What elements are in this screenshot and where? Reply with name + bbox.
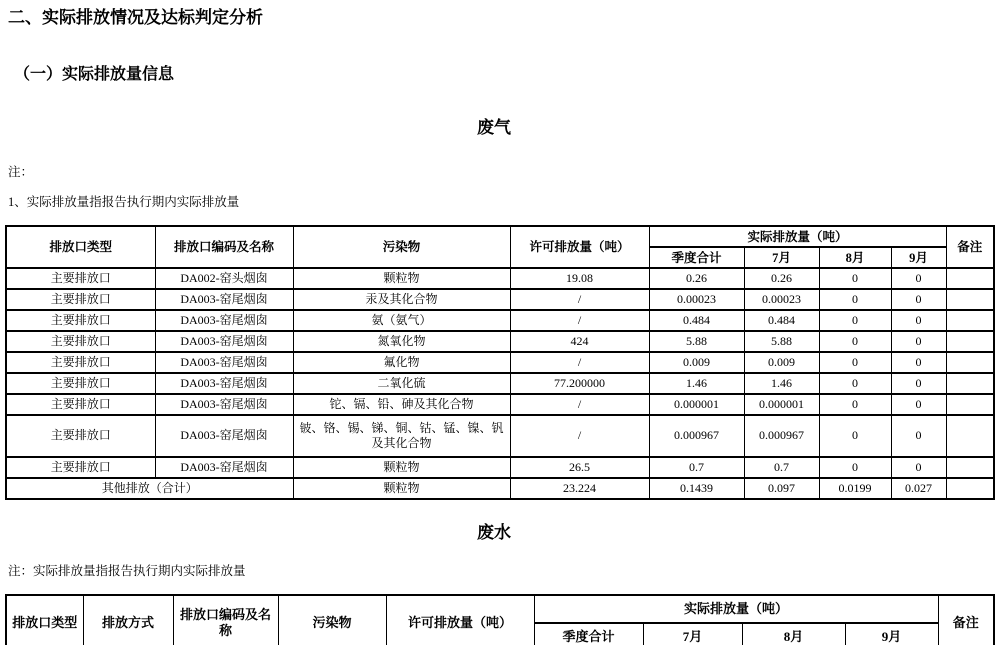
quarter-total-cell: 0.7 xyxy=(649,457,744,478)
permitted-cell: 424 xyxy=(510,331,649,352)
permitted-cell: / xyxy=(510,415,649,457)
pollutant-cell: 颗粒物 xyxy=(293,478,510,499)
water-col-pollutant: 污染物 xyxy=(278,595,386,645)
aug-cell: 0 xyxy=(819,394,891,415)
aug-cell: 0 xyxy=(819,268,891,289)
sep-cell: 0 xyxy=(891,457,946,478)
outlet-code-cell: DA003-窑尾烟囱 xyxy=(155,394,293,415)
quarter-total-cell: 0.26 xyxy=(649,268,744,289)
aug-cell: 0 xyxy=(819,331,891,352)
aug-cell: 0 xyxy=(819,373,891,394)
outlet-type-cell: 主要排放口 xyxy=(6,310,155,331)
remark-cell xyxy=(946,268,994,289)
water-col-remark: 备注 xyxy=(938,595,994,645)
jul-cell: 0.484 xyxy=(744,310,819,331)
gas-col-pollutant: 污染物 xyxy=(293,226,510,268)
sep-cell: 0 xyxy=(891,373,946,394)
gas-col-outlet-code-name: 排放口编码及名称 xyxy=(155,226,293,268)
table-row xyxy=(6,478,994,499)
sep-cell: 0 xyxy=(891,352,946,373)
table-row xyxy=(6,373,994,394)
permitted-cell: / xyxy=(510,289,649,310)
aug-cell: 0 xyxy=(819,415,891,457)
gas-emission-table xyxy=(5,225,995,500)
table-row xyxy=(6,268,994,289)
remark-cell xyxy=(946,352,994,373)
pollutant-cell: 氟化物 xyxy=(293,352,510,373)
jul-cell: 1.46 xyxy=(744,373,819,394)
pollutant-cell: 氮氧化物 xyxy=(293,331,510,352)
jul-cell: 0.097 xyxy=(744,478,819,499)
outlet-code-cell: DA003-窑尾烟囱 xyxy=(155,310,293,331)
sep-cell: 0.027 xyxy=(891,478,946,499)
water-col-discharge-mode: 排放方式 xyxy=(83,595,173,645)
pollutant-cell: 二氧化硫 xyxy=(293,373,510,394)
outlet-type-cell: 主要排放口 xyxy=(6,415,155,457)
outlet-code-cell: DA003-窑尾烟囱 xyxy=(155,352,293,373)
quarter-total-cell: 0.00023 xyxy=(649,289,744,310)
permitted-cell: / xyxy=(510,310,649,331)
sep-cell: 0 xyxy=(891,415,946,457)
outlet-type-cell: 主要排放口 xyxy=(6,352,155,373)
outlet-type-cell: 主要排放口 xyxy=(6,394,155,415)
pollutant-cell: 铍、铬、锡、锑、铜、钴、锰、镍、钒及其化合物 xyxy=(293,415,510,457)
gas-col-month-jul: 7月 xyxy=(744,247,819,268)
water-section-heading: 废水 xyxy=(477,523,511,543)
quarter-total-cell: 1.46 xyxy=(649,373,744,394)
pollutant-cell: 氨（氨气） xyxy=(293,310,510,331)
outlet-type-cell: 主要排放口 xyxy=(6,289,155,310)
outlet-code-cell: DA003-窑尾烟囱 xyxy=(155,457,293,478)
outlet-type-cell: 主要排放口 xyxy=(6,331,155,352)
aug-cell: 0 xyxy=(819,457,891,478)
jul-cell: 0.000001 xyxy=(744,394,819,415)
table-row xyxy=(6,352,994,373)
sep-cell: 0 xyxy=(891,289,946,310)
permitted-cell: 26.5 xyxy=(510,457,649,478)
pollutant-cell: 汞及其化合物 xyxy=(293,289,510,310)
quarter-total-cell: 0.1439 xyxy=(649,478,744,499)
quarter-total-cell: 0.000001 xyxy=(649,394,744,415)
water-col-outlet-code-name: 排放口编码及名称 xyxy=(173,595,278,645)
gas-header-row-1 xyxy=(6,226,994,247)
sep-cell: 0 xyxy=(891,331,946,352)
aug-cell: 0.0199 xyxy=(819,478,891,499)
table-row xyxy=(6,394,994,415)
gas-col-permitted-amount: 许可排放量（吨） xyxy=(510,226,649,268)
gas-col-month-aug: 8月 xyxy=(819,247,891,268)
water-header-row-1 xyxy=(6,595,994,623)
remark-cell xyxy=(946,415,994,457)
water-col-actual-amount-group: 实际排放量（吨） xyxy=(534,595,938,623)
aug-cell: 0 xyxy=(819,289,891,310)
jul-cell: 5.88 xyxy=(744,331,819,352)
gas-col-outlet-type: 排放口类型 xyxy=(6,226,155,268)
page-title: 二、实际排放情况及达标判定分析 xyxy=(8,8,263,27)
quarter-total-cell: 0.009 xyxy=(649,352,744,373)
outlet-type-cell: 主要排放口 xyxy=(6,268,155,289)
water-note: 注：实际排放量指报告执行期内实际排放量 xyxy=(8,564,246,579)
quarter-total-cell: 0.484 xyxy=(649,310,744,331)
permitted-cell: / xyxy=(510,352,649,373)
quarter-total-cell: 5.88 xyxy=(649,331,744,352)
table-row xyxy=(6,289,994,310)
jul-cell: 0.7 xyxy=(744,457,819,478)
pollutant-cell: 颗粒物 xyxy=(293,268,510,289)
remark-cell xyxy=(946,331,994,352)
quarter-total-cell: 0.000967 xyxy=(649,415,744,457)
outlet-type-merged-cell: 其他排放（合计） xyxy=(6,478,293,499)
jul-cell: 0.000967 xyxy=(744,415,819,457)
section-subtitle: （一）实际排放量信息 xyxy=(14,66,175,84)
jul-cell: 0.00023 xyxy=(744,289,819,310)
water-col-month-aug: 8月 xyxy=(742,623,845,645)
table-row xyxy=(6,415,994,457)
outlet-code-cell: DA003-窑尾烟囱 xyxy=(155,415,293,457)
jul-cell: 0.26 xyxy=(744,268,819,289)
pollutant-cell: 颗粒物 xyxy=(293,457,510,478)
gas-note-item: 1、实际排放量指报告执行期内实际排放量 xyxy=(8,194,240,209)
sep-cell: 0 xyxy=(891,394,946,415)
outlet-code-cell: DA002-窑头烟囱 xyxy=(155,268,293,289)
aug-cell: 0 xyxy=(819,352,891,373)
sep-cell: 0 xyxy=(891,310,946,331)
water-emission-table xyxy=(5,594,995,645)
jul-cell: 0.009 xyxy=(744,352,819,373)
remark-cell xyxy=(946,373,994,394)
permitted-cell: 19.08 xyxy=(510,268,649,289)
table-row xyxy=(6,310,994,331)
outlet-code-cell: DA003-窑尾烟囱 xyxy=(155,289,293,310)
gas-col-actual-amount-group: 实际排放量（吨） xyxy=(649,226,946,247)
outlet-code-cell: DA003-窑尾烟囱 xyxy=(155,373,293,394)
remark-cell xyxy=(946,394,994,415)
gas-section-heading: 废气 xyxy=(477,117,511,137)
gas-col-remark: 备注 xyxy=(946,226,994,268)
gas-col-quarter-total: 季度合计 xyxy=(649,247,744,268)
gas-col-month-sep: 9月 xyxy=(891,247,946,268)
water-col-month-sep: 9月 xyxy=(845,623,938,645)
gas-note-label: 注： xyxy=(8,164,34,179)
remark-cell xyxy=(946,478,994,499)
water-col-quarter-total: 季度合计 xyxy=(534,623,643,645)
table-row xyxy=(6,457,994,478)
aug-cell: 0 xyxy=(819,310,891,331)
water-col-month-jul: 7月 xyxy=(643,623,742,645)
remark-cell xyxy=(946,457,994,478)
outlet-type-cell: 主要排放口 xyxy=(6,457,155,478)
permitted-cell: 23.224 xyxy=(510,478,649,499)
pollutant-cell: 铊、镉、铅、砷及其化合物 xyxy=(293,394,510,415)
remark-cell xyxy=(946,289,994,310)
water-col-outlet-type: 排放口类型 xyxy=(6,595,83,645)
outlet-code-cell: DA003-窑尾烟囱 xyxy=(155,331,293,352)
sep-cell: 0 xyxy=(891,268,946,289)
permitted-cell: 77.200000 xyxy=(510,373,649,394)
water-col-permitted-amount: 许可排放量（吨） xyxy=(386,595,534,645)
outlet-type-cell: 主要排放口 xyxy=(6,373,155,394)
table-row xyxy=(6,331,994,352)
remark-cell xyxy=(946,310,994,331)
permitted-cell: / xyxy=(510,394,649,415)
